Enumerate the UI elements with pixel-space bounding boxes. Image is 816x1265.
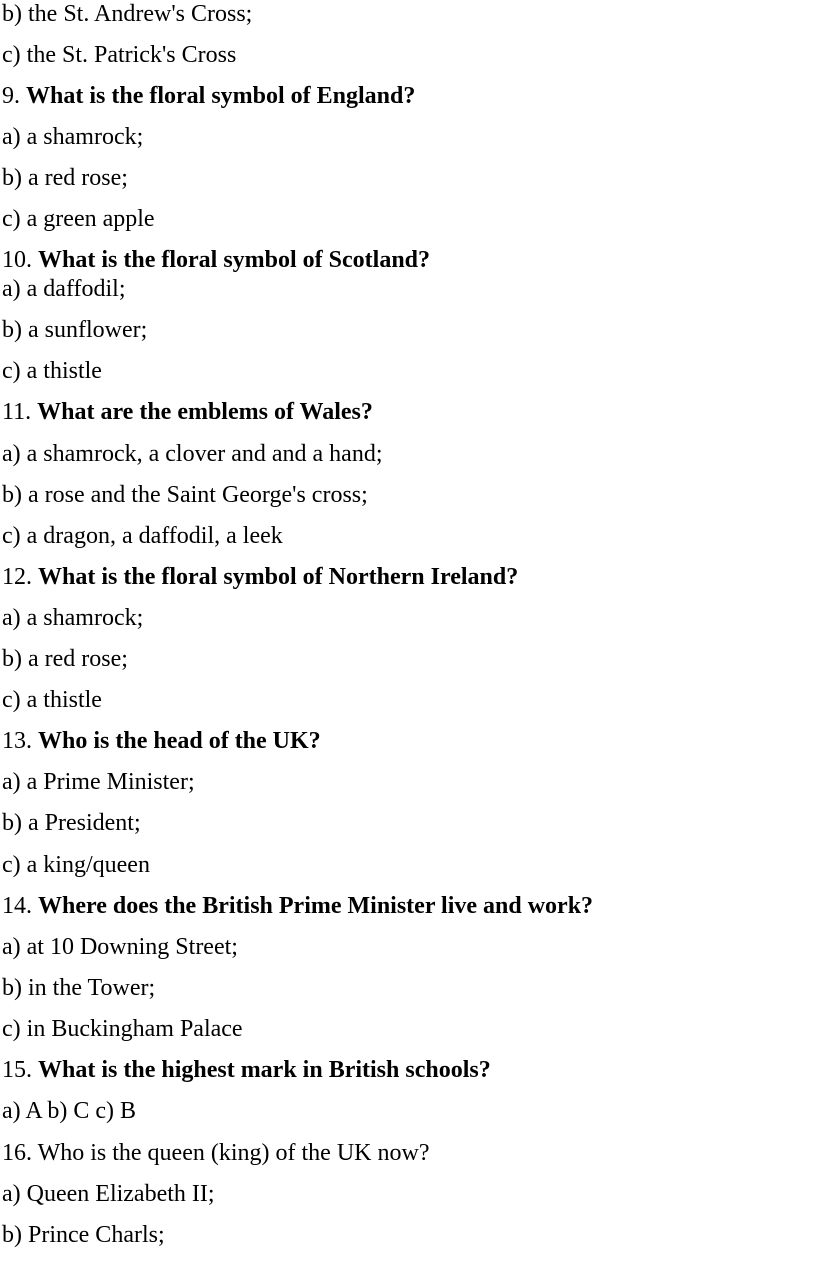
question-number: 11. <box>2 399 32 425</box>
question-number: 9. <box>2 83 20 109</box>
option-line: a) at 10 Downing Street; <box>2 934 238 960</box>
option-line: c) the St. Patrick's Cross <box>2 42 237 68</box>
option-line: a) a daffodil; <box>2 276 126 302</box>
question-line <box>2 727 321 755</box>
question-text: What are the emblems of Wales? <box>37 399 373 425</box>
option-line: a) a shamrock; <box>2 605 144 631</box>
option-line: a) a shamrock; <box>2 124 144 150</box>
question-line <box>2 563 518 591</box>
question-number: 12. <box>2 564 32 590</box>
question-line <box>2 398 373 426</box>
option-line: c) a king/queen <box>2 852 150 878</box>
question-number: 13. <box>2 728 32 754</box>
option-line: b) a President; <box>2 810 141 836</box>
option-line: b) a red rose; <box>2 165 128 191</box>
question-text: What is the floral symbol of Northern Ireland? <box>38 564 519 590</box>
option-line: a) Queen Elizabeth II; <box>2 1181 215 1207</box>
question-line <box>2 246 430 274</box>
question-line <box>2 892 593 920</box>
option-line: c) in Buckingham Palace <box>2 1016 243 1042</box>
option-line: c) a dragon, a daffodil, a leek <box>2 523 283 549</box>
option-line: a) a Prime Minister; <box>2 769 195 795</box>
question-text: Where does the British Prime Minister live and work? <box>38 893 594 919</box>
question-number: 15. <box>2 1057 32 1083</box>
question-text: Who is the head of the UK? <box>38 728 321 754</box>
option-line: b) a rose and the Saint George's cross; <box>2 482 368 508</box>
option-line: c) a green apple <box>2 206 155 232</box>
question-line <box>2 82 415 110</box>
question-number: 14. <box>2 893 32 919</box>
question-text: What is the floral symbol of Scotland? <box>38 247 431 273</box>
question-text: What is the floral symbol of England? <box>26 83 416 109</box>
question-number: 10. <box>2 247 32 273</box>
option-line: c) a thistle <box>2 687 102 713</box>
option-line: b) the St. Andrew's Cross; <box>2 1 253 27</box>
option-line: a) A b) C c) B <box>2 1098 136 1124</box>
option-line: b) a sunflower; <box>2 317 148 343</box>
option-line: b) Prince Charls; <box>2 1222 165 1248</box>
option-line: c) a thistle <box>2 358 102 384</box>
option-line: b) a red rose; <box>2 646 128 672</box>
question-line <box>2 1056 491 1084</box>
option-line: a) a shamrock, a clover and and a hand; <box>2 441 383 467</box>
question-line: 16. Who is the queen (king) of the UK now? <box>2 1140 430 1166</box>
option-line: b) in the Tower; <box>2 975 156 1001</box>
question-text: What is the highest mark in British schools? <box>38 1057 491 1083</box>
